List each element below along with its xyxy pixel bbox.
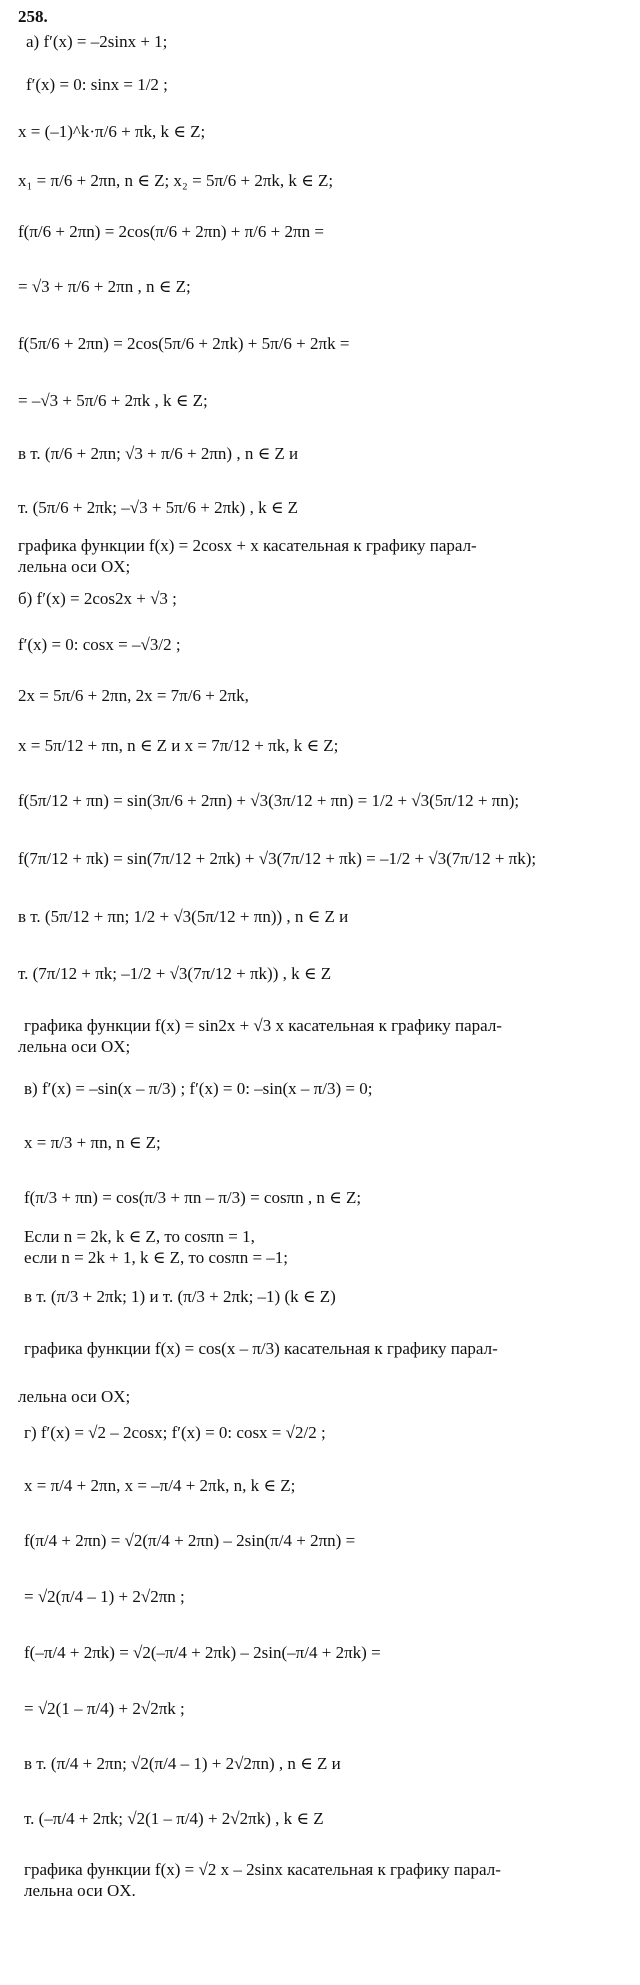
solution-text-line: графика функции f(x) = cos(x – π/3) касательная к графику парал- (24, 1339, 498, 1358)
math-line: т. (–π/4 + 2πk; √2(1 – π/4) + 2√2πk) , k ∈ Z (24, 1809, 324, 1828)
solution-text-line: графика функции f(x) = √2 x – 2sinx касательная к графику парал- (24, 1860, 501, 1879)
solution-text-line: лельна оси OX. (24, 1881, 136, 1900)
math-line: x = (–1)^k·π/6 + πk, k ∈ Z; (18, 122, 206, 141)
math-line: x = 5π/12 + πn, n ∈ Z и x = 7π/12 + πk, k ∈ Z; (18, 736, 339, 755)
math-line: = √2(π/4 – 1) + 2√2πn ; (24, 1587, 185, 1606)
math-line: в т. (5π/12 + πn; 1/2 + √3(5π/12 + πn)) , n ∈ Z и (18, 907, 349, 926)
solution-text-line: Если n = 2k, k ∈ Z, то cosπn = 1, (24, 1227, 255, 1246)
math-line: б) f′(x) = 2cos2x + √3 ; (18, 589, 177, 608)
solution-text-line: графика функции f(x) = 2cosx + x касательная к графику парал- (18, 536, 477, 555)
math-line: f(5π/6 + 2πn) = 2cos(5π/6 + 2πk) + 5π/6 + 2πk = (18, 334, 350, 353)
math-line: f(–π/4 + 2πk) = √2(–π/4 + 2πk) – 2sin(–π/4 + 2πk) = (24, 1643, 381, 1662)
solution-text-line: лельна оси OX; (18, 1037, 131, 1056)
math-line: x₁ = π/6 + 2πn, n ∈ Z; x₂ = 5π/6 + 2πk, k ∈ Z; (18, 171, 334, 190)
math-line: f(π/3 + πn) = cos(π/3 + πn – π/3) = cosπn , n ∈ Z; (24, 1188, 362, 1207)
math-line: f′(x) = 0: sinx = 1/2 ; (26, 75, 168, 94)
solution-text-line: лельна оси OX; (18, 1387, 131, 1406)
math-line: т. (5π/6 + 2πk; –√3 + 5π/6 + 2πk) , k ∈ Z (18, 498, 299, 517)
math-line: в т. (π/4 + 2πn; √2(π/4 – 1) + 2√2πn) , n ∈ Z и (24, 1754, 341, 1773)
math-line: x = π/4 + 2πn, x = –π/4 + 2πk, n, k ∈ Z; (24, 1476, 296, 1495)
problem-number: 258. (18, 7, 48, 26)
solution-text-line: если n = 2k + 1, k ∈ Z, то cosπn = –1; (24, 1248, 288, 1267)
math-line: г) f′(x) = √2 – 2cosx; f′(x) = 0: cosx = √2/2 ; (24, 1423, 326, 1442)
math-line: f(7π/12 + πk) = sin(7π/12 + 2πk) + √3(7π/12 + πk) = –1/2 + √3(7π/12 + πk); (18, 849, 537, 868)
math-line: = √2(1 – π/4) + 2√2πk ; (24, 1699, 185, 1718)
math-line: x = π/3 + πn, n ∈ Z; (24, 1133, 161, 1152)
math-line: f(π/4 + 2πn) = √2(π/4 + 2πn) – 2sin(π/4 + 2πn) = (24, 1531, 356, 1550)
math-line: = –√3 + 5π/6 + 2πk , k ∈ Z; (18, 391, 208, 410)
math-line: в т. (π/3 + 2πk; 1) и т. (π/3 + 2πk; –1) (k ∈ Z) (24, 1287, 336, 1306)
math-line: = √3 + π/6 + 2πn , n ∈ Z; (18, 277, 191, 296)
math-line: в т. (π/6 + 2πn; √3 + π/6 + 2πn) , n ∈ Z и (18, 444, 299, 463)
math-line: 2x = 5π/6 + 2πn, 2x = 7π/6 + 2πk, (18, 686, 249, 705)
solution-text-line: графика функции f(x) = sin2x + √3 x касательная к графику парал- (24, 1016, 502, 1035)
math-line: а) f′(x) = –2sinx + 1; (26, 32, 168, 51)
solution-text-line: лельна оси OX; (18, 557, 131, 576)
math-line: f(π/6 + 2πn) = 2cos(π/6 + 2πn) + π/6 + 2πn = (18, 222, 324, 241)
math-line: f′(x) = 0: cosx = –√3/2 ; (18, 635, 181, 654)
math-line: в) f′(x) = –sin(x – π/3) ; f′(x) = 0: –sin(x – π/3) = 0; (24, 1079, 373, 1098)
math-line: f(5π/12 + πn) = sin(3π/6 + 2πn) + √3(3π/12 + πn) = 1/2 + √3(5π/12 + πn); (18, 791, 520, 810)
math-line: т. (7π/12 + πk; –1/2 + √3(7π/12 + πk)) , k ∈ Z (18, 964, 332, 983)
